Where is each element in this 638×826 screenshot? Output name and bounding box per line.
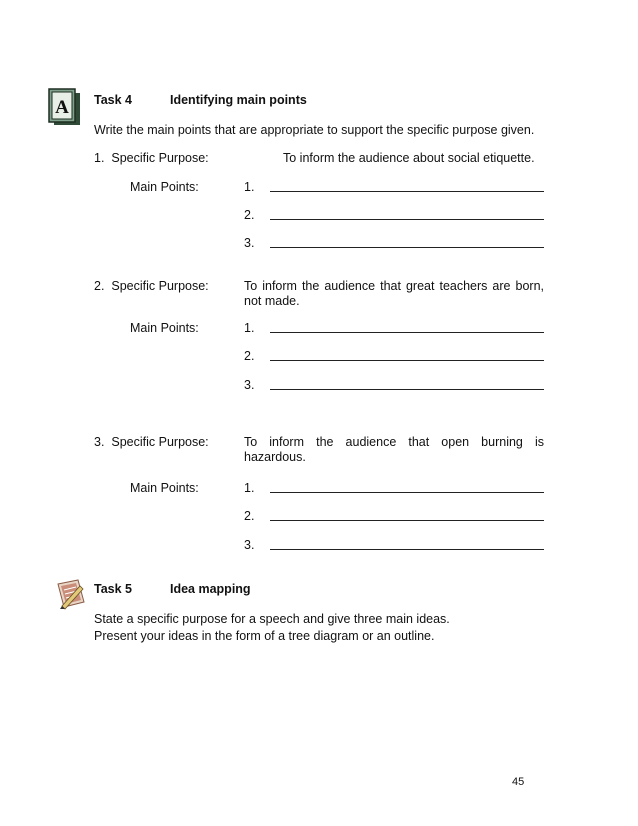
item2-answer-line[interactable]: [270, 360, 544, 361]
item3-point-number: 3.: [244, 538, 255, 552]
item2-specific-purpose-label: 2. Specific Purpose:: [94, 279, 209, 293]
item1-specific-purpose-label: 1. Specific Purpose:: [94, 151, 209, 165]
item2-point-number: 2.: [244, 349, 255, 363]
item2-point-number: 1.: [244, 321, 255, 335]
item1-point-number: 2.: [244, 208, 255, 222]
item3-point-number: 2.: [244, 509, 255, 523]
item3-answer-line[interactable]: [270, 520, 544, 521]
page-number: 45: [512, 776, 525, 788]
item1-answer-line[interactable]: [270, 247, 544, 248]
pencil-paper-icon: [56, 578, 88, 610]
item3-answer-line[interactable]: [270, 549, 544, 550]
letter-a-book-icon: [48, 88, 82, 128]
item2-purpose-line: not made.: [244, 294, 300, 308]
item3-purpose-line: hazardous.: [244, 450, 306, 464]
task4-title: Identifying main points: [170, 93, 307, 107]
icon-letter: A: [55, 97, 69, 118]
item3-specific-purpose-label: 3. Specific Purpose:: [94, 435, 209, 449]
item3-answer-line[interactable]: [270, 492, 544, 493]
item2-answer-line[interactable]: [270, 332, 544, 333]
task5-title: Idea mapping: [170, 582, 251, 596]
task4-number: Task 4: [94, 93, 132, 107]
item1-answer-line[interactable]: [270, 219, 544, 220]
task5-instruction-line: State a specific purpose for a speech and give three main ideas.: [94, 612, 450, 626]
item3-main-points-label: Main Points:: [130, 481, 199, 495]
item1-purpose-text: To inform the audience about social etiquette.: [283, 151, 535, 165]
task4-instruction: Write the main points that are appropriate to support the specific purpose given.: [94, 123, 535, 137]
item3-point-number: 1.: [244, 481, 255, 495]
item1-point-number: 3.: [244, 236, 255, 250]
item1-answer-line[interactable]: [270, 191, 544, 192]
item2-main-points-label: Main Points:: [130, 321, 199, 335]
task5-instruction-line: Present your ideas in the form of a tree diagram or an outline.: [94, 629, 435, 643]
task5-number: Task 5: [94, 582, 132, 596]
item1-point-number: 1.: [244, 180, 255, 194]
item3-purpose-line: To inform the audience that open burning is: [244, 435, 544, 449]
item2-answer-line[interactable]: [270, 389, 544, 390]
item2-purpose-line: To inform the audience that great teachers are born,: [244, 279, 544, 293]
item1-main-points-label: Main Points:: [130, 180, 199, 194]
item2-point-number: 3.: [244, 378, 255, 392]
